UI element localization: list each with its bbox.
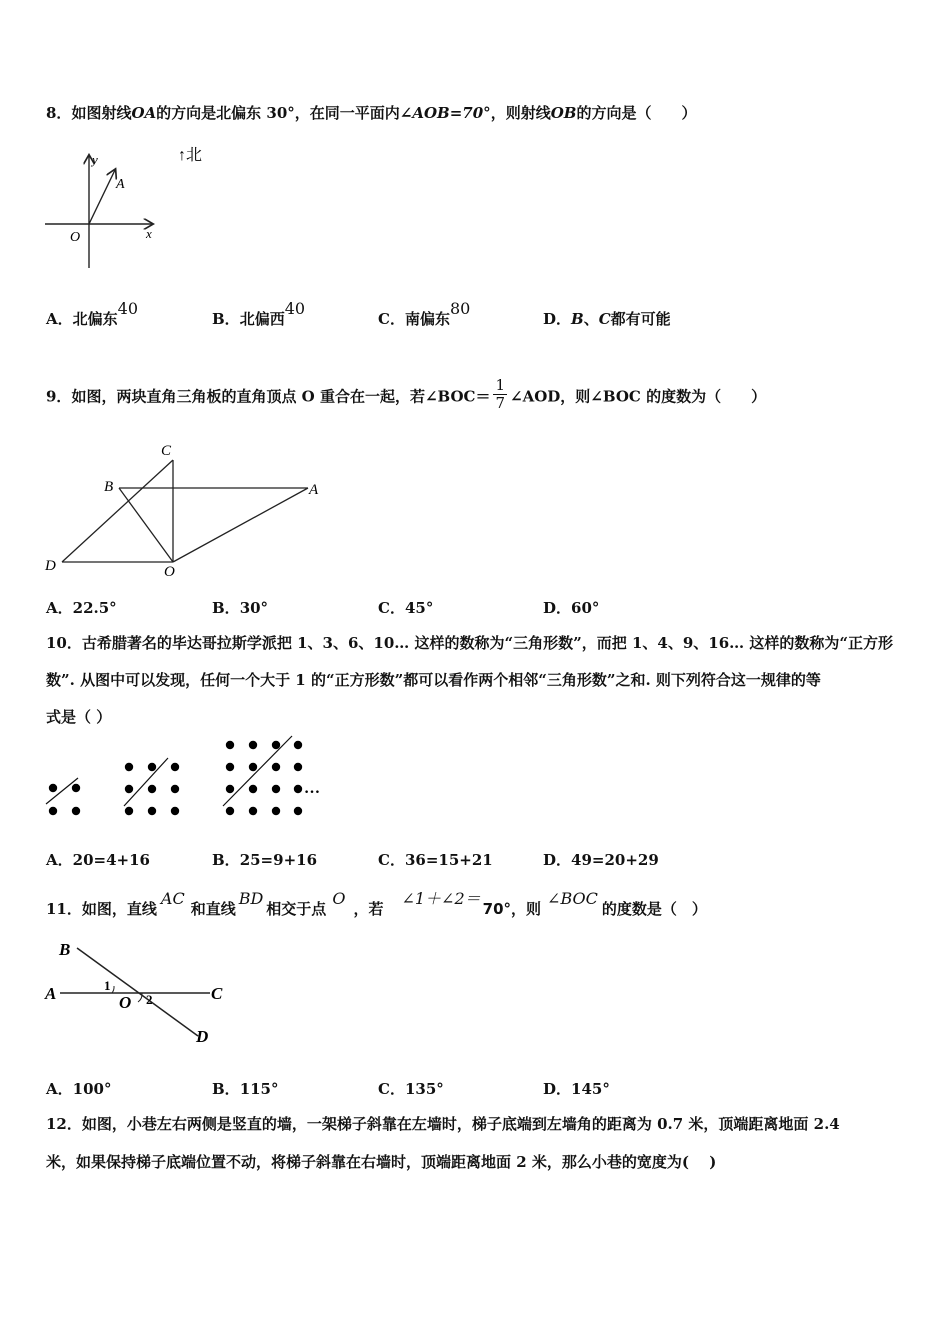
q11-figure [40,938,240,1053]
q9-option-c[interactable]: C．45° [378,599,434,617]
q10-line-1: 10．古希腊著名的毕达哥拉斯学派把 1、3、6、10… 这样的数称为“三角形数”，而把 1、4、9、16… 这样的数称为“正方形 [46,634,894,652]
q9-option-a[interactable]: A．22.5° [46,599,117,617]
label-angle-2: 2 [146,992,153,1007]
fraction-one-seventh: $\frac{1}{7}$ [495,376,506,412]
q9-number: 9． [46,387,72,406]
square-4x4 [226,741,302,815]
label-north: ↑北 [178,147,203,164]
ray-ob: OB [550,104,577,122]
label-o: O [164,564,175,580]
q10-option-c[interactable]: C．36=15+21 [378,851,493,869]
q10-option-d[interactable]: D．49=20+29 [543,851,659,869]
label-c: C [211,984,223,1003]
q9-option-b[interactable]: B．30° [212,599,269,617]
q8-stem: 8．如图射线OA的方向是北偏东 30°，在同一平面内∠AOB=70°，则射线OB的方向是（ ） [46,104,697,122]
q8-option-c[interactable]: C．南偏东80 [378,299,471,328]
square-3x3 [125,763,179,815]
q9-stem: 9．如图，两块直角三角板的直角顶点 O 重合在一起，若∠BOC＝ $\frac{1}{7}$ ∠AOD，则∠BOC 的度数为（ ） [46,376,767,412]
q12-line-1: 12．如图，小巷左右两侧是竖直的墙，一架梯子斜靠在左墙时，梯子底端到左墙角的距离为 0.7 米，顶端距离地面 2.4 [46,1115,840,1133]
ellipsis: … [304,780,320,797]
q8-option-a[interactable]: A．北偏东40 [46,299,139,328]
q10-line-2: 数”. 从图中可以发现，任何一个大于 1 的“正方形数”都可以看作两个相邻“三角形数”之和. 则下列符合这一规律的等 [46,671,821,689]
q11-number: 11． [46,900,82,918]
q11-option-a[interactable]: A．100° [46,1080,112,1098]
q11-option-b[interactable]: B．115° [212,1080,279,1098]
q10-option-b[interactable]: B．25=9+16 [212,851,318,869]
label-d: D [45,558,56,574]
label-x: x [146,226,152,241]
ray-oa: OA [131,104,157,122]
label-a: A [309,482,319,498]
q10-option-a[interactable]: A．20=4+16 [46,851,150,869]
angle-aob: ∠AOB=70° [399,104,491,122]
q10-line-3: 式是（ ） [46,708,112,726]
label-a: A [116,177,125,192]
q11-option-c[interactable]: C．135° [378,1080,444,1098]
label-o: O [119,993,132,1012]
q12-line-2: 米，如果保持梯子底端位置不动，将梯子斜靠在右墙时，顶端距离地面 2 米，那么小巷的宽度为( ) [46,1153,717,1171]
q9-figure [40,438,330,583]
label-y: y [92,152,98,167]
q11-option-d[interactable]: D．145° [543,1080,610,1098]
q10-dot-figure [40,736,340,826]
label-o: O [70,230,81,245]
label-d: D [196,1027,209,1046]
q9-option-d[interactable]: D．60° [543,599,600,617]
label-c: C [161,443,172,459]
q11-stem: 11．如图，直线AC和直线BD相交于点O，若∠1＋∠2＝70°，则∠BOC的度数是（ ） [46,889,707,918]
q8-figure [40,138,230,273]
label-b: B [104,479,114,495]
label-a: A [45,984,57,1003]
q8-option-b[interactable]: B．北偏西40 [212,299,306,328]
ray-oa-line [89,170,115,224]
label-angle-1: 1 [104,978,111,993]
q8-number: 8． [46,104,72,122]
label-b: B [59,940,71,959]
q8-option-d[interactable]: D．B、C都有可能 [543,310,671,328]
